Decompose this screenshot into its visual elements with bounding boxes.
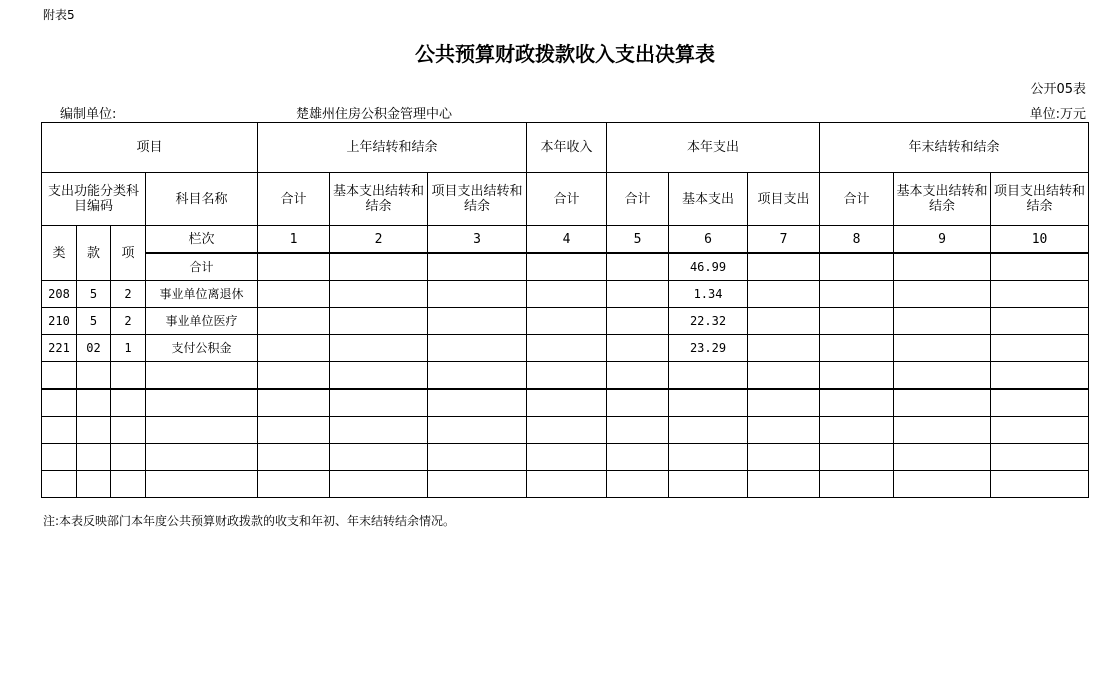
cell-subject-name: 事业单位医疗 [146, 308, 258, 335]
cell-basic-expense: 1.34 [669, 281, 748, 308]
header-expense-total: 合计 [607, 173, 669, 226]
header-end-balance: 年末结转和结余 [820, 123, 1089, 173]
empty-row [42, 362, 1089, 390]
cell-kuan: 02 [77, 335, 111, 362]
cell-subject-name: 事业单位离退休 [146, 281, 258, 308]
col-number: 6 [669, 226, 748, 254]
header-prev-total: 合计 [258, 173, 330, 226]
table-row [42, 281, 1089, 308]
attachment-label: 附表5 [43, 8, 75, 22]
col-number: 7 [748, 226, 820, 254]
header-end-project: 项目支出结转和结余 [991, 173, 1089, 226]
header-prev-project: 项目支出结转和结余 [428, 173, 527, 226]
header-expense-project: 项目支出 [748, 173, 820, 226]
money-unit: 单位:万元 [1029, 107, 1086, 122]
cell-basic-expense: 23.29 [669, 335, 748, 362]
unit-label: 编制单位: [60, 107, 117, 122]
header-project: 项目 [42, 123, 258, 173]
footnote: 注:本表反映部门本年度公共预算财政拨款的收支和年初、年末结转结余情况。 [43, 514, 456, 528]
empty-row [42, 389, 1089, 417]
header-row-1 [42, 123, 1089, 173]
cell-lei: 221 [42, 335, 77, 362]
header-subject-name: 科目名称 [146, 173, 258, 226]
header-expense-basic: 基本支出 [669, 173, 748, 226]
cell-kuan: 5 [77, 281, 111, 308]
page-title: 公共预算财政拨款收入支出决算表 [415, 42, 715, 66]
cell-kuan: 5 [77, 308, 111, 335]
empty-row [42, 417, 1089, 444]
col-number: 10 [991, 226, 1089, 254]
col-number: 4 [527, 226, 607, 254]
cell-xiang: 2 [111, 308, 146, 335]
total-label: 合计 [146, 253, 258, 281]
header-col-seq: 栏次 [146, 226, 258, 254]
header-end-basic: 基本支出结转和结余 [894, 173, 991, 226]
header-row-2 [42, 173, 1089, 226]
empty-row [42, 471, 1089, 498]
cell-lei: 208 [42, 281, 77, 308]
col-number: 5 [607, 226, 669, 254]
header-prev-basic: 基本支出结转和结余 [330, 173, 428, 226]
table-row [42, 308, 1089, 335]
header-income-total: 合计 [527, 173, 607, 226]
cell-basic-expense: 22.32 [669, 308, 748, 335]
col-number: 2 [330, 226, 428, 254]
total-row [42, 253, 1089, 281]
header-prev-balance: 上年结转和结余 [258, 123, 527, 173]
header-end-total: 合计 [820, 173, 894, 226]
total-basic-expense: 46.99 [669, 253, 748, 281]
header-func-code: 支出功能分类科目编码 [42, 173, 146, 226]
col-number: 8 [820, 226, 894, 254]
cell-xiang: 2 [111, 281, 146, 308]
budget-table [41, 122, 1089, 498]
col-number: 9 [894, 226, 991, 254]
table-row [42, 335, 1089, 362]
header-kuan: 款 [77, 226, 111, 281]
unit-name: 楚雄州住房公积金管理中心 [296, 107, 453, 122]
header-lei: 类 [42, 226, 77, 281]
header-year-income: 本年收入 [527, 123, 607, 173]
header-xiang: 项 [111, 226, 146, 281]
cell-xiang: 1 [111, 335, 146, 362]
cell-lei: 210 [42, 308, 77, 335]
cell-subject-name: 支付公积金 [146, 335, 258, 362]
header-year-expense: 本年支出 [607, 123, 820, 173]
empty-row [42, 444, 1089, 471]
header-row-3 [42, 226, 1089, 254]
col-number: 3 [428, 226, 527, 254]
col-number: 1 [258, 226, 330, 254]
table-code: 公开05表 [1030, 82, 1086, 97]
